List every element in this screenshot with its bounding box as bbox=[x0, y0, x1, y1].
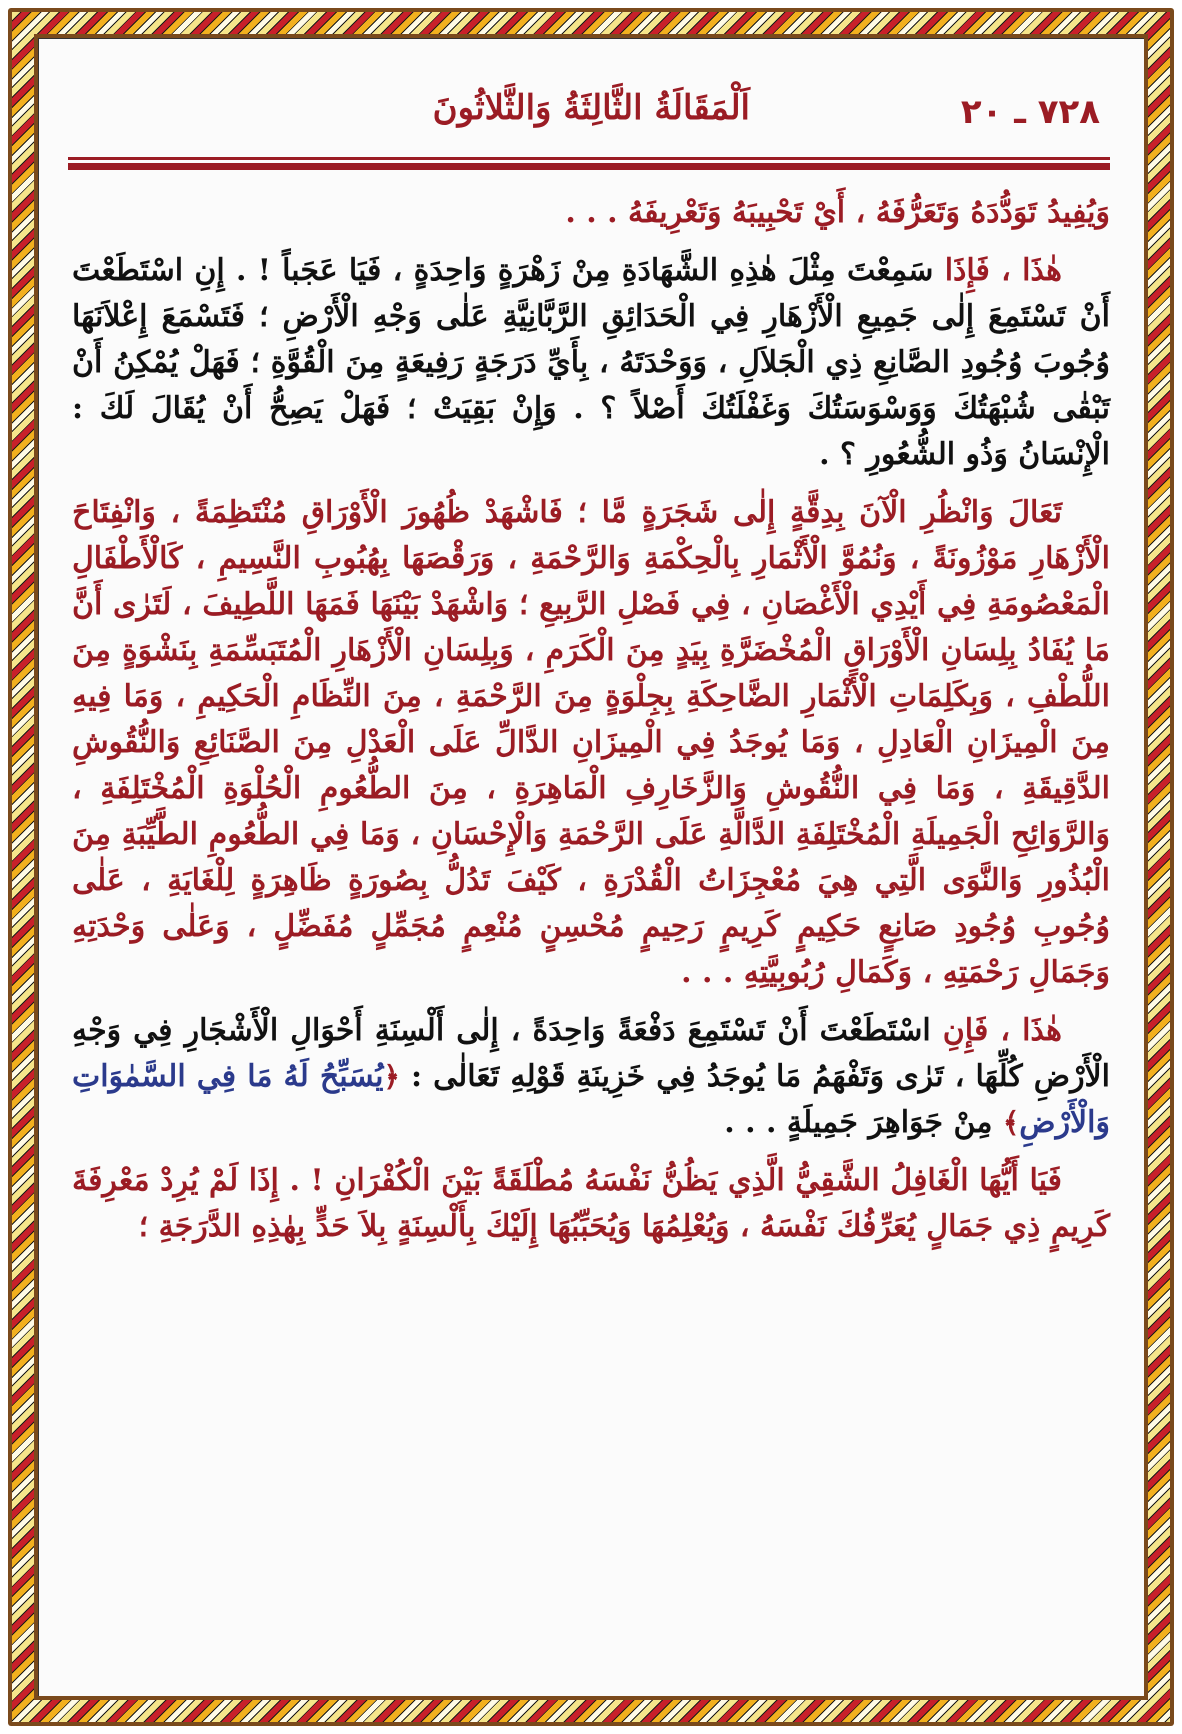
paragraph-5 bbox=[72, 1158, 1110, 1250]
paragraph-text: مِنْ جَوَاهِرَ جَمِيلَةٍ . . . bbox=[724, 1105, 1003, 1140]
paragraph-1 bbox=[72, 190, 1110, 236]
paragraph-4 bbox=[72, 1008, 1110, 1146]
page-header bbox=[68, 86, 1110, 146]
paragraph-lead: هٰذَا ، فَإِنِ bbox=[942, 1013, 1062, 1048]
paragraph-text: اسْتَطَعْتَ أَنْ تَسْتَمِعَ دَفْعَةً وَاحِدَةً ، إِلٰى أَلْسِنَةِ أَحْوَالِ الْأَشْجَارِ فِي وَجْهِ الْأَرْضِ كُلِّهَا ، تَرٰى وَتَفْهَمُ مَا يُوجَدُ فِي خَزِينَةِ قَوْلِهِ تَعَالٰى : bbox=[72, 1013, 1110, 1094]
page-number: ٧٢٨ ـ ٢٠ bbox=[960, 92, 1100, 132]
quran-bracket-open: ﴿ bbox=[383, 1060, 400, 1093]
header-rule-thick bbox=[68, 163, 1110, 170]
quran-verse: يُسَبِّحُ لَهُ مَا فِي السَّمٰوَاتِ وَالْأَرْضِ bbox=[72, 1059, 1110, 1140]
page-body bbox=[72, 190, 1110, 1262]
quran-bracket-close: ﴾ bbox=[1002, 1106, 1020, 1139]
paragraph-3 bbox=[72, 490, 1110, 996]
paragraph-text: سَمِعْتَ مِثْلَ هٰذِهِ الشَّهَادَةِ مِنْ زَهْرَةٍ وَاحِدَةٍ ، فَيَا عَجَباً ! . إِنِ اسْتَطَعْتَ أَنْ تَسْتَمِعَ إِلٰى جَمِيعِ الْأَزْهَارِ فِي الْحَدَائِقِ الرَّبَّانِيَّةِ عَلٰى وَجْهِ الْأَرْضِ ؛ فَتَسْمَعَ إِعْلاَنَهَا وُجُوبَ وُجُودِ الصَّانِعِ ذِي الْجَلاَلِ ، وَوَحْدَتَهُ ، بِأَيِّ دَرَجَةٍ رَفِيعَةٍ مِنَ الْقُوَّةِ ؛ فَهَلْ يُمْكِنُ أَنْ تَبْقٰى شُبْهَتُكَ وَوَسْوَسَتُكَ وَغَفْلَتُكَ أَصْلاً ؟ . وَإِنْ بَقِيَتْ ؛ فَهَلْ يَصِحُّ أَنْ يُقَالَ لَكَ : الْإِنْسَانُ وَذُو الشُّعُورِ ؟ . bbox=[72, 253, 1110, 472]
paragraph-2 bbox=[72, 248, 1110, 478]
paragraph-text: فَيَا أَيُّهَا الْغَافِلُ الشَّقِيُّ الَّذِي يَظُنُّ نَفْسَهُ مُطْلَقَةً بَيْنَ الْكُفْرَانِ ! . إِذَا لَمْ يُرِدْ مَعْرِفَةَ كَرِيمٍ ذِي جَمَالٍ يُعَرِّفُكَ نَفْسَهُ ، وَيُعْلِمُهَا وَيُحَبِّبُهَا إِلَيْكَ بِأَلْسِنَةٍ بِلاَ حَدٍّ بِهٰذِهِ الدَّرَجَةِ ؛ bbox=[72, 1163, 1110, 1244]
header-rule-thin bbox=[68, 157, 1110, 160]
chapter-title: اَلْمَقَالَةُ الثَّالِثَةُ وَالثَّلاثُونَ bbox=[432, 88, 750, 128]
paragraph-lead: هٰذَا ، فَإِذَا bbox=[944, 253, 1062, 288]
paragraph-text: وَيُفِيدُ تَوَدُّدَهُ وَتَعَرُّفَهُ ، أَيْ تَحْبِيبَهُ وَتَعْرِيفَهُ . . . bbox=[565, 195, 1110, 230]
paragraph-text: تَعَالَ وَانْظُرِ الْآنَ بِدِقَّةٍ إِلٰى شَجَرَةٍ مَّا ؛ فَاشْهَدْ ظُهُورَ الْأَوْرَاقِ مُنْتَظِمَةً ، وَانْفِتَاحَ الْأَزْهَارِ مَوْزُونَةً ، وَنُمُوَّ الْأَثْمَارِ بِالْحِكْمَةِ وَالرَّحْمَةِ ، وَرَقْصَهَا بِهُبُوبِ النَّسِيمِ ، كَالْأَطْفَالِ الْمَعْصُومَةِ فِي أَيْدِي الْأَغْصَانِ ، فِي فَصْلِ الرَّبِيعِ ؛ وَاشْهَدْ بَيْنَهَا فَمَهَا اللَّطِيفَ ، لَتَرٰى أَنَّ مَا يُفَادُ بِلِسَانِ الْأَوْرَاقِ الْمُخْضَرَّةِ بِيَدٍ مِنَ الْكَرَمِ ، وَبِلِسَانِ الْأَزْهَارِ الْمُتَبَسِّمَةِ بِنَشْوَةٍ مِنَ اللُّطْفِ ، وَبِكَلِمَاتِ الْأَثْمَارِ الضَّاحِكَةِ بِجِلْوَةٍ مِنَ الرَّحْمَةِ ، مِنَ النِّظَامِ الْحَكِيمِ ، وَمَا فِيهِ مِنَ الْمِيزَانِ الْعَادِلِ ، وَمَا يُوجَدُ فِي الْمِيزَانِ الدَّالِّ عَلَى الْعَدْلِ مِنَ الصَّنَائِعِ وَالنُّقُوشِ الدَّقِيقَةِ ، وَمَا فِي النُّقُوشِ وَالزَّخَارِفِ الْمَاهِرَةِ ، مِنَ الطُّعُومِ الْحُلْوَةِ الْمُخْتَلِفَةِ ، وَالرَّوَائِحِ الْجَمِيلَةِ الْمُخْتَلِفَةِ الدَّالَّةِ عَلَى الرَّحْمَةِ وَالْإِحْسَانِ ، وَمَا فِي الطُّعُومِ الطَّيِّبَةِ مِنَ الْبُذُورِ وَالنَّوَى الَّتِي هِيَ مُعْجِزَاتُ الْقُدْرَةِ ، كَيْفَ تَدُلُّ بِصُورَةٍ ظَاهِرَةٍ لِلْغَايَةِ ، عَلٰى وُجُوبِ وُجُودِ صَانِعٍ حَكِيمٍ كَرِيمٍ رَحِيمٍ مُحْسِنٍ مُنْعِمٍ مُجَمِّلٍ مُفَضِّلٍ ، وَعَلٰى وَحْدَتِهِ وَجَمَالِ رَحْمَتِهِ ، وَكَمَالِ رُبُوبِيَّتِهِ . . . bbox=[72, 495, 1110, 990]
